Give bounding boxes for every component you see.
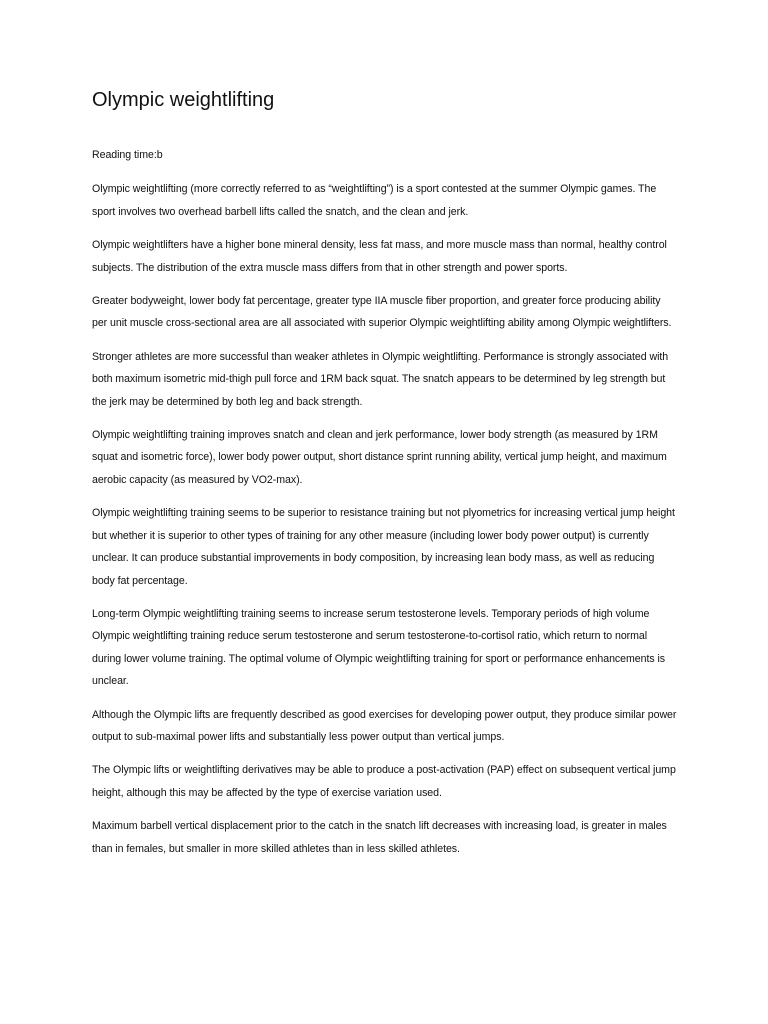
paragraph-2: Olympic weightlifters have a higher bone mineral density, less fat mass, and more muscle mass than normal, healthy control subjects. The distribution of the extra muscle mass differs from that in other strength and power sports. [92, 239, 667, 274]
paragraph-7: Long-term Olympic weightlifting training seems to increase serum testosterone levels. Temporary periods of high volume Olympic weightlifting training reduce serum testosterone and serum testosterone-to-cortisol ratio, which return to normal during lower volume training. The optimal volume of Olympic weightlifting training for sport or performance enhancements is unclear. [92, 607, 666, 688]
reading-time: Reading time:b [92, 149, 163, 161]
paragraph-5: Olympic weightlifting training improves snatch and clean and jerk performance, lower body strength (as measured by 1RM squat and isometric force), lower body power output, short distance sprint running ability, vertical jump height, and maximum aerobic capacity (as measured by VO2-max). [92, 429, 667, 486]
document-content [92, 86, 678, 871]
paragraph-3: Greater bodyweight, lower body fat percentage, greater type IIA muscle fiber proportion, and greater force producing ability per unit muscle cross-sectional area are all associated with superior Olympic weightlifting ability among Olympic weightlifters. [92, 295, 672, 330]
paragraph-10: Maximum barbell vertical displacement prior to the catch in the snatch lift decreases with increasing load, is greater in males than in females, but smaller in more skilled athletes than in less skilled athletes. [92, 820, 667, 855]
paragraph-8: Although the Olympic lifts are frequently described as good exercises for developing power output, they produce similar power output to sub-maximal power lifts and substantially less power output than vertical jumps. [92, 708, 677, 743]
paragraph-9: The Olympic lifts or weightlifting derivatives may be able to produce a post-activation (PAP) effect on subsequent vertical jump height, although this may be affected by the type of exercise variation used. [92, 764, 676, 799]
paragraph-1: Olympic weightlifting (more correctly referred to as “weightlifting”) is a sport contested at the summer Olympic games. The sport involves two overhead barbell lifts called the snatch, and the clean and jerk. [92, 183, 657, 218]
paragraph-6: Olympic weightlifting training seems to be superior to resistance training but not plyometrics for increasing vertical jump height but whether it is superior to other types of training for any other measure (including lower body power output) is currently unclear. It can produce substantial improvements in body composition, by increasing lean body mass, as well as reducing body fat percentage. [92, 507, 675, 587]
paragraph-4: Stronger athletes are more successful than weaker athletes in Olympic weightlifting. Performance is strongly associated with both maximum isometric mid-thigh pull force and 1RM back squat. The snatch appears to be determined by leg strength but the jerk may be determined by both leg and back strength. [92, 350, 669, 408]
document-title: Olympic weightlifting [92, 89, 275, 111]
